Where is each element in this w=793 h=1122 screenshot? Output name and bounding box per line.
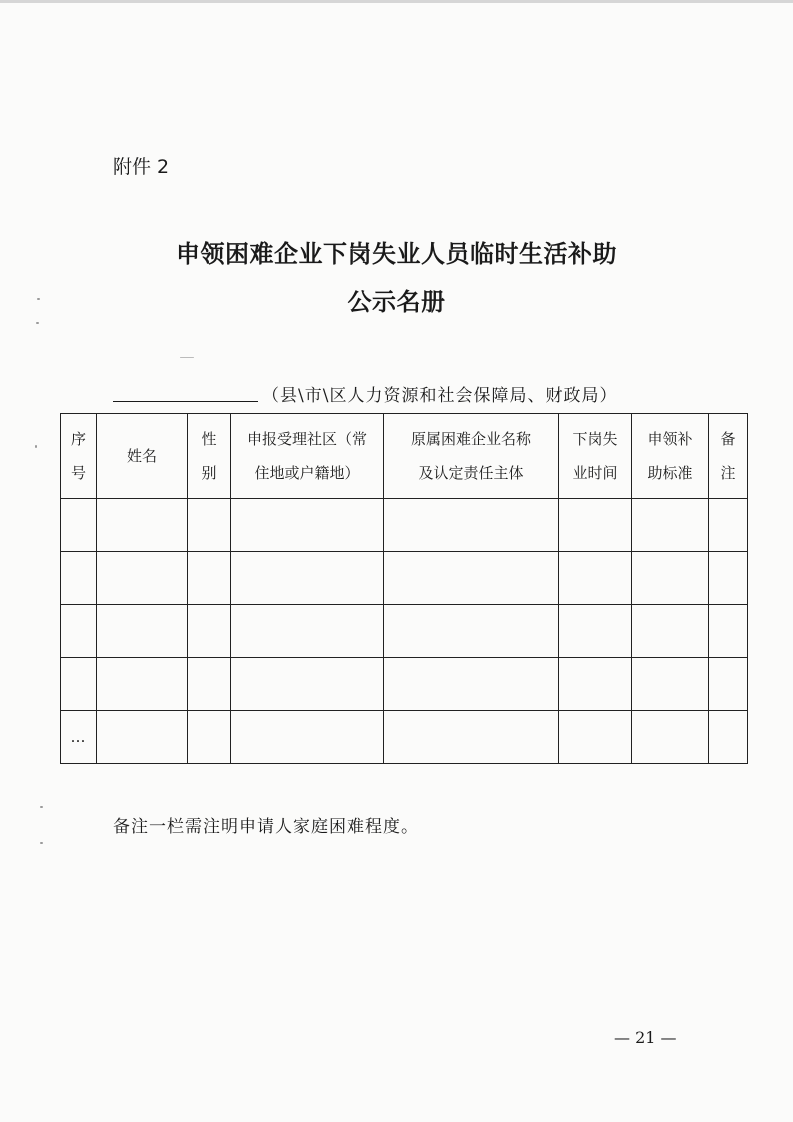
header-gender: 性 别 xyxy=(188,414,231,499)
table-cell xyxy=(231,711,384,764)
scan-edge xyxy=(0,0,793,3)
table-cell xyxy=(632,711,709,764)
remark-note: 备注一栏需注明申请人家庭困难程度。 xyxy=(113,817,419,837)
table-cell xyxy=(632,552,709,605)
table-header-row xyxy=(61,414,748,499)
table-cell xyxy=(188,499,231,552)
scan-speck xyxy=(40,842,43,844)
table-row xyxy=(61,658,748,711)
table-cell xyxy=(709,552,748,605)
document-subtitle: 公示名册 xyxy=(347,288,446,316)
table-cell xyxy=(188,552,231,605)
table-cell xyxy=(632,658,709,711)
table-cell xyxy=(559,711,632,764)
table-cell xyxy=(709,499,748,552)
header-former-enterprise: 原属困难企业名称 及认定责任主体 xyxy=(384,414,559,499)
table-cell xyxy=(97,605,188,658)
header-notes: 备 注 xyxy=(709,414,748,499)
table-cell xyxy=(231,605,384,658)
table-cell xyxy=(188,711,231,764)
table-cell xyxy=(188,605,231,658)
header-layoff-date: 下岗失 业时间 xyxy=(559,414,632,499)
table-cell xyxy=(97,499,188,552)
header-name: 姓名 xyxy=(97,414,188,499)
scan-speck xyxy=(36,322,39,324)
scan-speck xyxy=(180,357,194,358)
table-cell xyxy=(709,605,748,658)
table-row xyxy=(61,711,748,764)
table-row xyxy=(61,605,748,658)
roster-table xyxy=(60,413,748,764)
table-cell xyxy=(384,605,559,658)
table-cell xyxy=(709,711,748,764)
table-cell xyxy=(384,658,559,711)
page-number: — 21 — xyxy=(614,1028,677,1047)
table-cell xyxy=(384,552,559,605)
ellipsis-cell xyxy=(61,711,97,764)
table-cell xyxy=(61,658,97,711)
document-title: 申领困难企业下岗失业人员临时生活补助 xyxy=(176,240,617,268)
table-cell xyxy=(97,658,188,711)
region-blank-line xyxy=(113,401,258,402)
table-cell xyxy=(231,552,384,605)
header-community: 申报受理社区（常 住地或户籍地） xyxy=(231,414,384,499)
header-serial-number: 序 号 xyxy=(61,414,97,499)
table-row xyxy=(61,552,748,605)
table-cell xyxy=(559,605,632,658)
table-cell xyxy=(632,605,709,658)
table-row xyxy=(61,499,748,552)
ellipsis-marker: … xyxy=(70,728,87,746)
table-cell xyxy=(559,658,632,711)
table-cell xyxy=(188,658,231,711)
table-cell xyxy=(384,499,559,552)
table-cell xyxy=(559,499,632,552)
table-cell xyxy=(231,499,384,552)
table-cell xyxy=(231,658,384,711)
attachment-label: 附件 2 xyxy=(113,156,170,178)
scan-speck xyxy=(40,806,43,808)
table-cell xyxy=(709,658,748,711)
issuing-authority: （县\市\区人力资源和社会保障局、财政局） xyxy=(262,386,618,406)
table-cell xyxy=(61,605,97,658)
table-cell xyxy=(97,711,188,764)
table-cell xyxy=(384,711,559,764)
table-cell xyxy=(97,552,188,605)
table-cell xyxy=(61,499,97,552)
table-cell xyxy=(559,552,632,605)
table-cell xyxy=(61,552,97,605)
table-cell xyxy=(632,499,709,552)
header-subsidy-standard: 申领补 助标准 xyxy=(632,414,709,499)
scan-speck xyxy=(35,445,37,448)
